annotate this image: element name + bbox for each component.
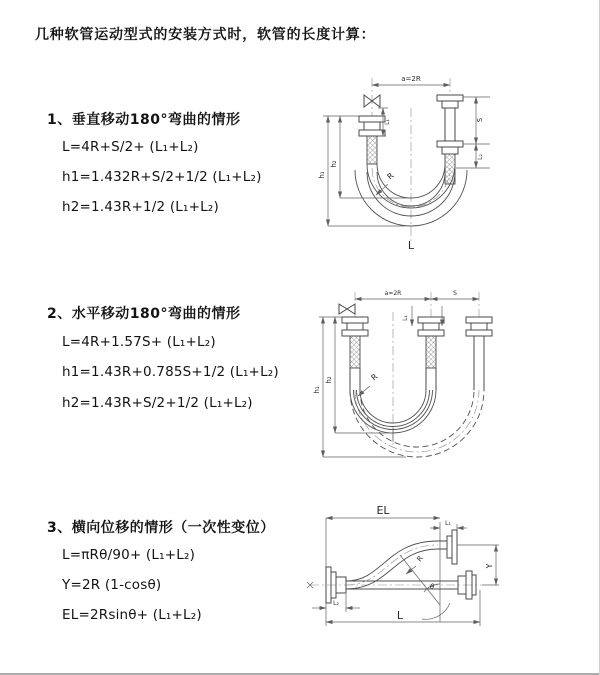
radius-callout xyxy=(358,372,380,396)
label-fit: L₁ xyxy=(402,315,409,321)
dimension-length xyxy=(326,609,480,622)
section-3-formula-EL: EL=2Rsinθ+ (L₁+L₂) xyxy=(62,607,202,623)
label-el: EL xyxy=(376,504,390,517)
label-h2: h₂ xyxy=(330,160,338,168)
braided-section xyxy=(350,336,360,368)
section-3-formula-Y: Y=2R (1-cosθ) xyxy=(62,577,162,593)
radius-callout xyxy=(400,554,450,619)
section-2-heading: 2、水平移动180°弯曲的情形 xyxy=(47,306,241,322)
label-angle: θ xyxy=(430,583,435,591)
hose-s-curve xyxy=(346,541,438,589)
dimension-heights xyxy=(318,116,411,226)
label-h1: h₁ xyxy=(318,171,326,179)
label-h2: h₂ xyxy=(325,376,333,384)
braided-section xyxy=(426,336,436,368)
dimension-fit-top xyxy=(430,520,467,530)
diagram-lateral-displacement xyxy=(298,500,600,668)
label-stroke: S xyxy=(453,290,457,297)
valve-icon xyxy=(339,304,355,314)
label-fit-right: L₂ xyxy=(477,154,484,160)
left-flange-fitting xyxy=(359,116,385,164)
label-fit-bottom: L₂ xyxy=(333,600,339,607)
upper-flange xyxy=(438,530,457,564)
label-fit-top: L₁ xyxy=(445,520,451,527)
label-h1: h₁ xyxy=(313,386,321,394)
label-offset-y: Y xyxy=(485,563,494,569)
label-radius: R xyxy=(415,554,425,564)
label-a2r: a=2R xyxy=(401,75,421,83)
left-flange-fitting xyxy=(342,317,368,390)
label-length: L xyxy=(407,239,415,252)
diagram-vertical-180-bend xyxy=(310,68,595,263)
middle-flange-fitting xyxy=(418,317,444,390)
label-fit-left: L₁ xyxy=(384,119,391,125)
label-a2r: a=2R xyxy=(384,290,402,297)
section-1-heading: 1、垂直移动180°弯曲的情形 xyxy=(47,112,241,128)
label-radius: R xyxy=(385,171,396,182)
page-title: 几种软管运动型式的安装方式时，软管的长度计算： xyxy=(35,27,376,43)
hose-position-1 xyxy=(350,390,436,433)
dimension-offset-y xyxy=(457,545,499,585)
dimension-el xyxy=(326,504,440,518)
dimension-span xyxy=(372,75,450,85)
section-3-formula-L: L=πRθ/90+ (L₁+L₂) xyxy=(62,547,196,563)
section-2-formula-L: L=4R+1.57S+ (L₁+L₂) xyxy=(62,334,216,350)
diagram-horizontal-180-bend xyxy=(306,282,594,472)
section-1-formula-L: L=4R+S/2+ (L₁+L₂) xyxy=(62,139,199,155)
right-flange-fitting xyxy=(466,317,492,390)
section-2-formula-h2: h2=1.43R+S/2+1/2 (L₁+L₂) xyxy=(62,395,253,411)
label-stroke: S xyxy=(476,117,484,123)
section-3-heading: 3、横向位移的情形（一次性变位） xyxy=(47,520,275,536)
dimension-span xyxy=(355,290,479,299)
label-length: L xyxy=(396,609,404,622)
section-1-formula-h2: h2=1.43R+1/2 (L₁+L₂) xyxy=(62,199,219,215)
section-1-formula-h1: h1=1.432R+S/2+1/2 (L₁+L₂) xyxy=(62,169,262,185)
hose-position-2 xyxy=(350,390,484,457)
centerlines xyxy=(372,78,450,242)
dimension-stroke xyxy=(456,97,490,168)
label-radius: R xyxy=(369,372,380,383)
section-2-formula-h1: h1=1.43R+0.785S+1/2 (L₁+L₂) xyxy=(62,364,279,380)
braided-section xyxy=(367,136,377,164)
